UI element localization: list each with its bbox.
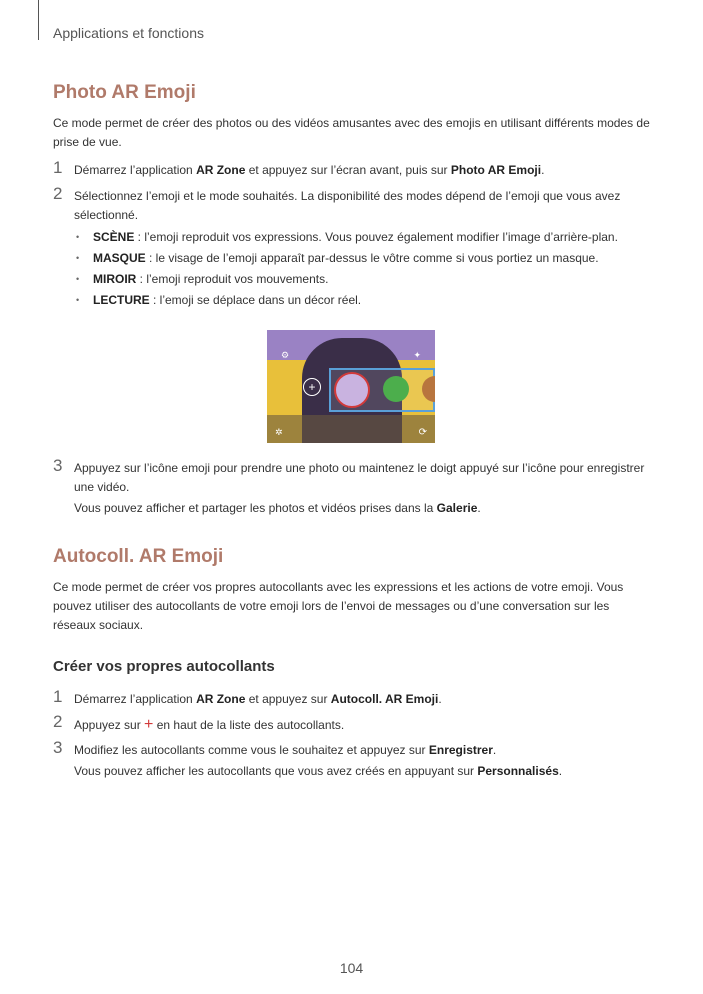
page-content — [53, 80, 653, 781]
step-number: 2 — [53, 712, 63, 731]
step-number: 1 — [53, 158, 63, 177]
margin-rule — [38, 0, 39, 40]
step-2: 2 Appuyez sur + en haut de la liste des autocollants. — [53, 712, 345, 733]
settings-icon: ✲ — [275, 427, 283, 437]
step-2: 2 Sélectionnez l’emoji et le mode souhaités. La disponibilité des modes dépend de l’emoji que vous avez sélectionné. • SCÈNE : l’emoji reproduit vos expressions. Vous pouvez également modifier l’image d’arrière-plan. • MASQUE : le visage de l’emoji apparaît par-dessus le vôtre comme si vous portiez un masque. • MIROIR : l’emoji reproduit vos mouvements. • LECTURE : l’emoji se déplace dans un décor réel. — [53, 187, 653, 310]
subsection-title: Créer vos propres autocollants — [53, 658, 275, 675]
plus-icon: + — [144, 716, 154, 733]
list-item-scene: • SCÈNE : l’emoji reproduit vos expressions. Vous pouvez également modifier l’image d’arrière-plan. — [74, 228, 653, 247]
list-item-lecture: • LECTURE : l’emoji se déplace dans un décor réel. — [74, 291, 653, 310]
list-item-masque: • MASQUE : le visage de l’emoji apparaît par-dessus le vôtre comme si vous portiez un masque. — [74, 249, 653, 268]
background-floor — [267, 415, 435, 443]
step-note: Vous pouvez afficher et partager les photos et vidéos prises dans la Galerie. — [74, 501, 481, 515]
emoji-option-icon — [383, 376, 409, 402]
section-intro: Ce mode permet de créer des photos ou des vidéos amusantes avec des emojis en utilisant différents modes de prise de vue. — [53, 116, 650, 149]
effects-icon: ✦ — [413, 350, 421, 360]
ar-emoji-screenshot — [267, 330, 435, 443]
step-note: Vous pouvez afficher les autocollants que vous avez créés en appuyant sur Personnalisés. — [74, 764, 563, 778]
selected-emoji-icon — [334, 372, 370, 408]
section-intro: Ce mode permet de créer vos propres autocollants avec les expressions et les actions de votre emoji. Vous pouvez utiliser des autocollants de votre emoji lors de l’envoi de messages ou d’une conversation sur les réseaux sociaux. — [53, 580, 624, 632]
add-emoji-icon: + — [303, 378, 321, 396]
running-header: Applications et fonctions — [53, 25, 204, 41]
switch-camera-icon: ⟳ — [418, 427, 427, 438]
flash-icon: ⚙ — [281, 350, 290, 360]
step-number: 3 — [53, 738, 63, 757]
step-1: 1 Démarrez l’application AR Zone et appuyez sur Autocoll. AR Emoji. — [53, 687, 442, 706]
page-number: 104 — [339, 960, 364, 976]
section-title-photo-ar-emoji: Photo AR Emoji — [53, 82, 196, 103]
step-3: 3 Appuyez sur l’icône emoji pour prendre une photo ou maintenez le doigt appuyé sur l’icône pour enregistrer une vidéo. Vous pouvez afficher et partager les photos et vidéos prises dans la Galerie. — [53, 459, 653, 518]
step-1: 1 Démarrez l’application AR Zone et appuyez sur l’écran avant, puis sur Photo AR Emoji. — [53, 158, 545, 177]
step-3: 3 Modifiez les autocollants comme vous le souhaitez et appuyez sur Enregistrer. Vous pouvez afficher les autocollants que vous avez créés en appuyant sur Personnalisés. — [53, 741, 653, 781]
step-number: 2 — [53, 184, 63, 203]
section-autocoll — [53, 544, 653, 781]
list-item-miroir: • MIROIR : l’emoji reproduit vos mouvements. — [74, 270, 653, 289]
step-number: 3 — [53, 456, 63, 475]
section-title-autocoll-ar-emoji: Autocoll. AR Emoji — [53, 546, 224, 567]
mode-list — [74, 228, 653, 310]
step-number: 1 — [53, 687, 63, 706]
